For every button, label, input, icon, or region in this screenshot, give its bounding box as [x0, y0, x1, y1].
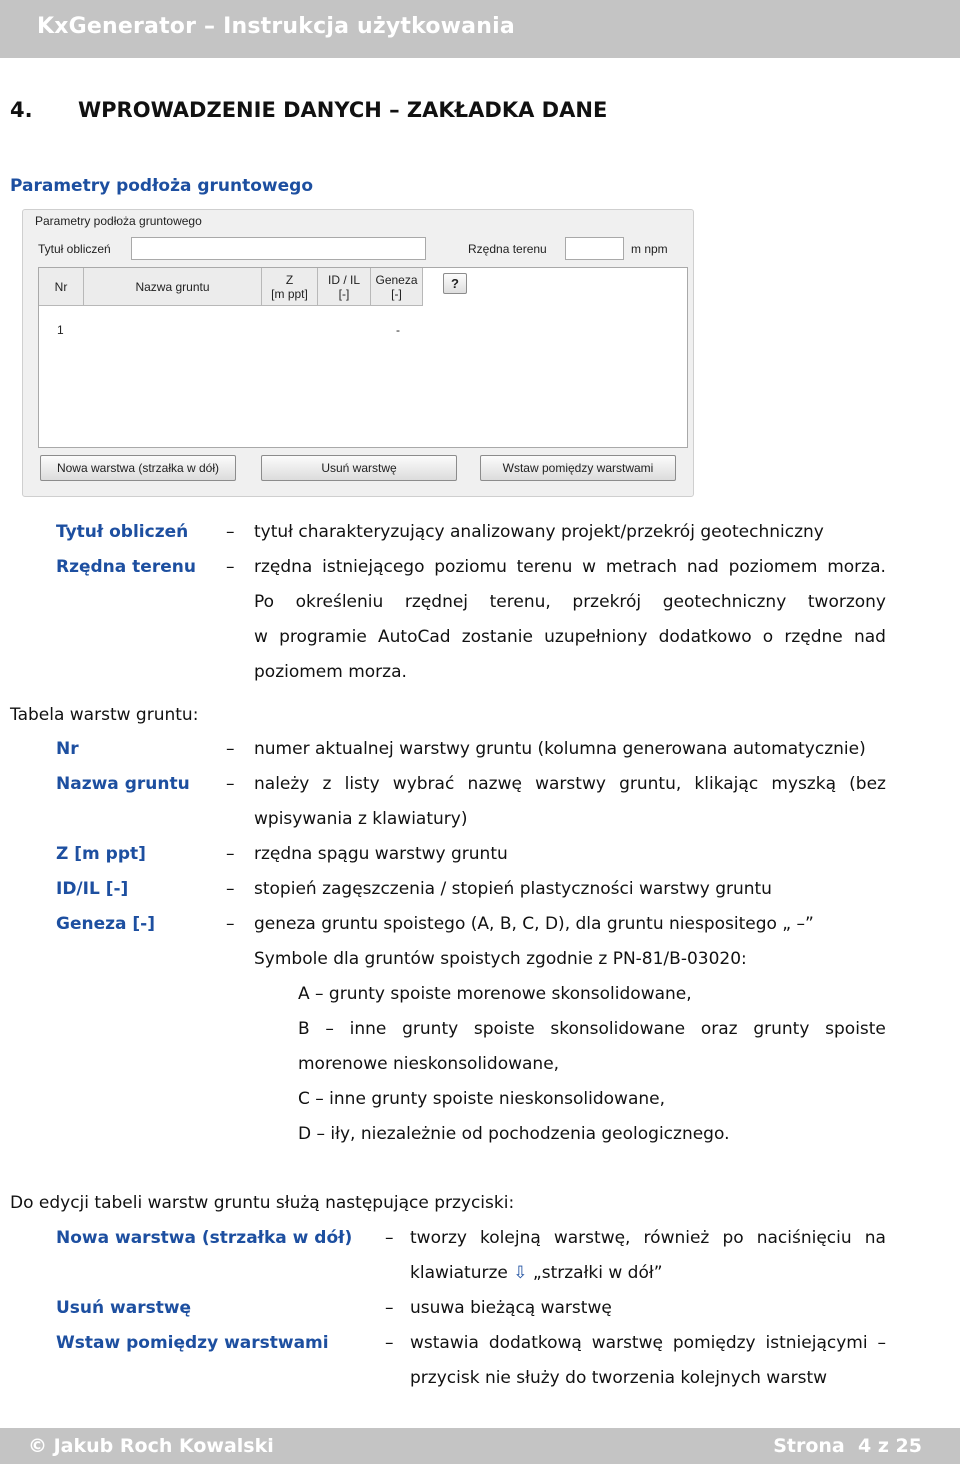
symbol-b-line1: B – inne grunty spoiste skonsolidowane oraz grunty spoiste: [298, 1019, 886, 1039]
dash: –: [226, 522, 235, 542]
symbols-intro: Symbole dla gruntów spoistych zgodnie z PN-81/B-03020:: [254, 949, 747, 969]
dash: –: [385, 1298, 394, 1318]
desc-rzedna-line1: rzędna istniejącego poziomu terenu w metrach nad poziomem morza.: [254, 557, 886, 577]
down-arrow-icon: ⇩: [513, 1263, 528, 1283]
symbol-d: D – iły, niezależnie od pochodzenia geologicznego.: [298, 1124, 730, 1144]
dash: –: [226, 914, 235, 934]
help-button[interactable]: ?: [443, 273, 467, 294]
soil-parameters-panel: [22, 209, 694, 497]
desc-nr: numer aktualnej warstwy gruntu (kolumna generowana automatycznie): [254, 739, 866, 759]
term-rzedna: Rzędna terenu: [56, 557, 196, 577]
buttons-intro: Do edycji tabeli warstw gruntu służą następujące przyciski:: [10, 1193, 515, 1213]
desc-rzedna-line4: poziomem morza.: [254, 662, 407, 682]
desc-nazwa-line2: wpisywania z klawiatury): [254, 809, 468, 829]
dash: –: [385, 1228, 394, 1248]
new-layer-button[interactable]: Nowa warstwa (strzałka w dół): [40, 455, 236, 481]
calc-title-label: Tytuł obliczeń: [38, 242, 111, 256]
page-header: [0, 0, 960, 58]
desc-tytul: tytuł charakteryzujący analizowany projekt/przekrój geotechniczny: [254, 522, 824, 542]
dash: –: [226, 739, 235, 759]
desc-z: rzędna spągu warstwy gruntu: [254, 844, 508, 864]
dash: –: [226, 557, 235, 577]
elevation-label: Rzędna terenu: [468, 242, 547, 256]
desc-rzedna-line2: Po określeniu rzędnej terenu, przekrój geotechniczny tworzony: [254, 592, 886, 612]
desc-wstaw-line1: wstawia dodatkową warstwę pomiędzy istniejącymi –: [410, 1333, 886, 1353]
term-usun: Usuń warstwę: [56, 1298, 192, 1318]
row-1-geneza[interactable]: -: [396, 323, 400, 337]
desc-rzedna-line3: w programie AutoCad zostanie uzupełniony dodatkowo o rzędne nad: [254, 627, 886, 647]
section-number: 4.: [10, 98, 33, 122]
col-header-nr[interactable]: Nr: [39, 268, 84, 306]
elevation-unit: m npm: [631, 242, 668, 256]
row-1-nr[interactable]: 1: [57, 323, 64, 337]
header-title: KxGenerator – Instrukcja użytkowania: [37, 14, 515, 39]
symbol-a: A – grunty spoiste morenowe skonsolidowane,: [298, 984, 692, 1004]
elevation-input[interactable]: [565, 237, 624, 260]
dash: –: [226, 879, 235, 899]
section-title: [10, 98, 607, 122]
symbol-c: C – inne grunty spoiste nieskonsolidowane,: [298, 1089, 666, 1109]
table-layers-label: Tabela warstw gruntu:: [10, 705, 199, 725]
term-id: ID/IL [-]: [56, 879, 129, 899]
term-wstaw: Wstaw pomiędzy warstwami: [56, 1333, 329, 1353]
col-header-geneza[interactable]: Geneza [-]: [371, 268, 423, 306]
soil-layers-grid[interactable]: [38, 267, 688, 448]
remove-layer-button[interactable]: Usuń warstwę: [261, 455, 457, 481]
term-nowa: Nowa warstwa (strzałka w dół): [56, 1228, 353, 1248]
dash: –: [385, 1333, 394, 1353]
col-header-name[interactable]: Nazwa gruntu: [84, 268, 262, 306]
dash: –: [226, 774, 235, 794]
insert-layer-button[interactable]: Wstaw pomiędzy warstwami: [480, 455, 676, 481]
footer-page-info: Strona 4 z 25: [773, 1435, 922, 1457]
calc-title-input[interactable]: [131, 237, 426, 260]
desc-id: stopień zagęszczenia / stopień plastyczności warstwy gruntu: [254, 879, 772, 899]
desc-nowa-line2: klawiaturze ⇩ „strzałki w dół”: [410, 1263, 663, 1283]
col-header-id-il[interactable]: ID / IL [-]: [318, 268, 371, 306]
desc-nowa-line1: tworzy kolejną warstwę, również po naciśnięciu na: [410, 1228, 886, 1248]
term-nazwa: Nazwa gruntu: [56, 774, 190, 794]
desc-geneza: geneza gruntu spoistego (A, B, C, D), dla gruntu niespositego „ –”: [254, 914, 814, 934]
col-header-z[interactable]: Z [m ppt]: [262, 268, 318, 306]
term-geneza: Geneza [-]: [56, 914, 155, 934]
term-tytul: Tytuł obliczeń: [56, 522, 189, 542]
section-title-text: WPROWADZENIE DANYCH – ZAKŁADKA DANE: [78, 98, 608, 122]
desc-wstaw-line2: przycisk nie służy do tworzenia kolejnych warstw: [410, 1368, 828, 1388]
symbol-b-line2: morenowe nieskonsolidowane,: [298, 1054, 560, 1074]
term-nr: Nr: [56, 739, 79, 759]
footer-author: © Jakub Roch Kowalski: [28, 1435, 274, 1457]
panel-title: Parametry podłoża gruntowego: [35, 214, 202, 228]
subsection-title: Parametry podłoża gruntowego: [10, 176, 314, 196]
desc-usun: usuwa bieżącą warstwę: [410, 1298, 612, 1318]
desc-nazwa-line1: należy z listy wybrać nazwę warstwy gruntu, klikając myszką (bez: [254, 774, 886, 794]
page-footer: [0, 1428, 960, 1464]
term-z: Z [m ppt]: [56, 844, 146, 864]
dash: –: [226, 844, 235, 864]
